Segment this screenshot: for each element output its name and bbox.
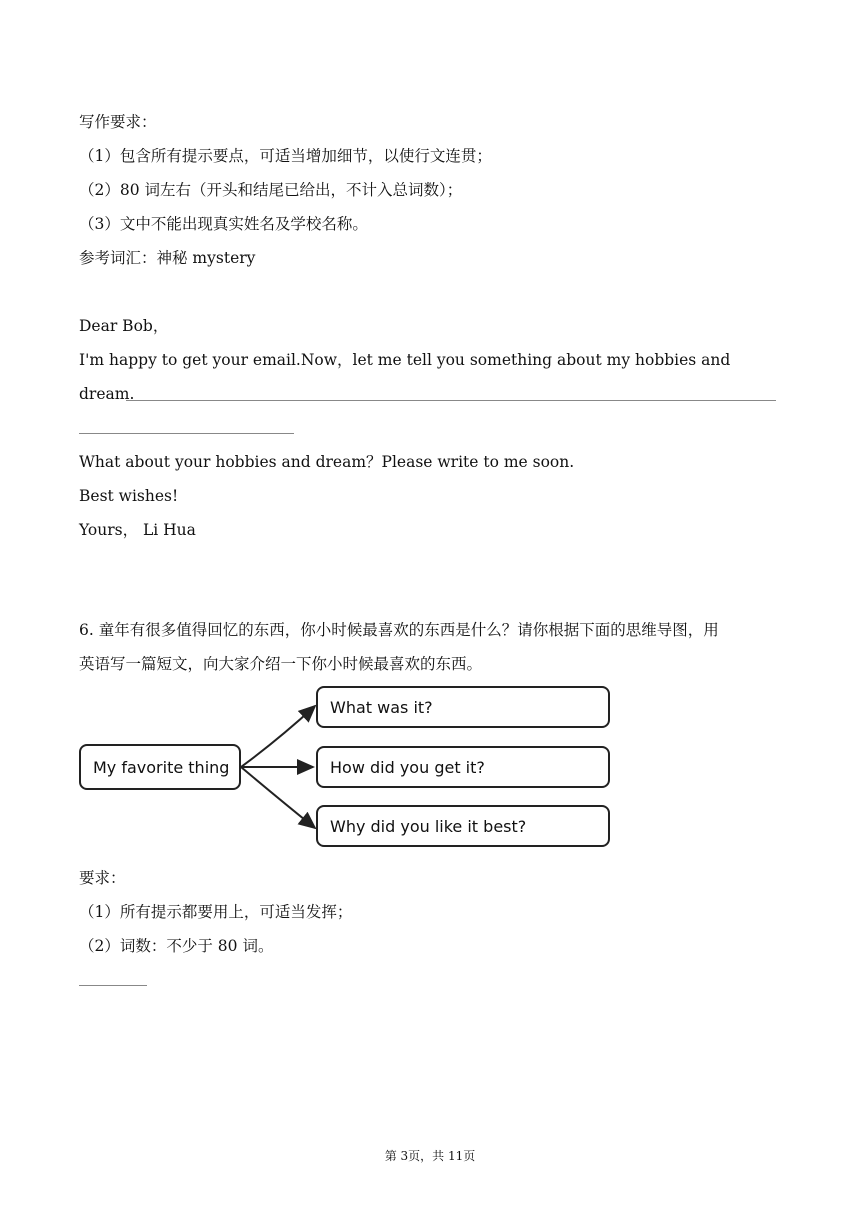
mind-map-center: My favorite thing — [79, 744, 241, 790]
letter-greeting: Dear Bob， — [79, 317, 169, 335]
page-footer: 第 3页，共 11页 — [384, 1149, 476, 1163]
vocab-hint: 参考词汇：神秘 mystery — [79, 249, 256, 267]
requirement-item-3: （3）文中不能出现真实姓名及学校名称。 — [79, 215, 368, 233]
requirement-item-1: （1）包含所有提示要点，可适当增加细节，以使行文连贯； — [79, 147, 492, 165]
letter-opening-cont: dream. — [79, 385, 135, 403]
question6-requirement-1: （1）所有提示都要用上，可适当发挥； — [79, 903, 353, 921]
answer-blank-line-2[interactable] — [79, 433, 294, 434]
requirement-item-2: （2）80 词左右（开头和结尾已给出，不计入总词数）； — [79, 181, 463, 199]
arrow-to-branch-1 — [241, 706, 315, 767]
letter-wishes: Best wishes! — [79, 487, 179, 505]
mind-map-branch-2: How did you get it? — [316, 746, 610, 788]
letter-signature: Yours， Li Hua — [79, 521, 196, 539]
mind-map — [79, 684, 614, 850]
answer-blank-line-3[interactable] — [79, 985, 147, 986]
requirements-heading: 写作要求： — [79, 113, 157, 131]
letter-opening: I'm happy to get your email.Now，let me tell you something about my hobbies and — [79, 351, 731, 369]
arrow-to-branch-3 — [241, 767, 315, 828]
mind-map-branch-1: What was it? — [316, 686, 610, 728]
question6-requirements-heading: 要求： — [79, 869, 126, 887]
letter-closing-question: What about your hobbies and dream？Please write to me soon. — [79, 453, 575, 471]
question6-prompt-line2: 英语写一篇短文，向大家介绍一下你小时候最喜欢的东西。 — [79, 655, 483, 673]
question6-requirement-2: （2）词数：不少于 80 词。 — [79, 937, 274, 955]
mind-map-branch-3: Why did you like it best? — [316, 805, 610, 847]
answer-blank-line[interactable] — [126, 400, 776, 401]
question6-prompt-line1: 6. 童年有很多值得回忆的东西，你小时候最喜欢的东西是什么？请你根据下面的思维导图，用 — [79, 621, 719, 639]
